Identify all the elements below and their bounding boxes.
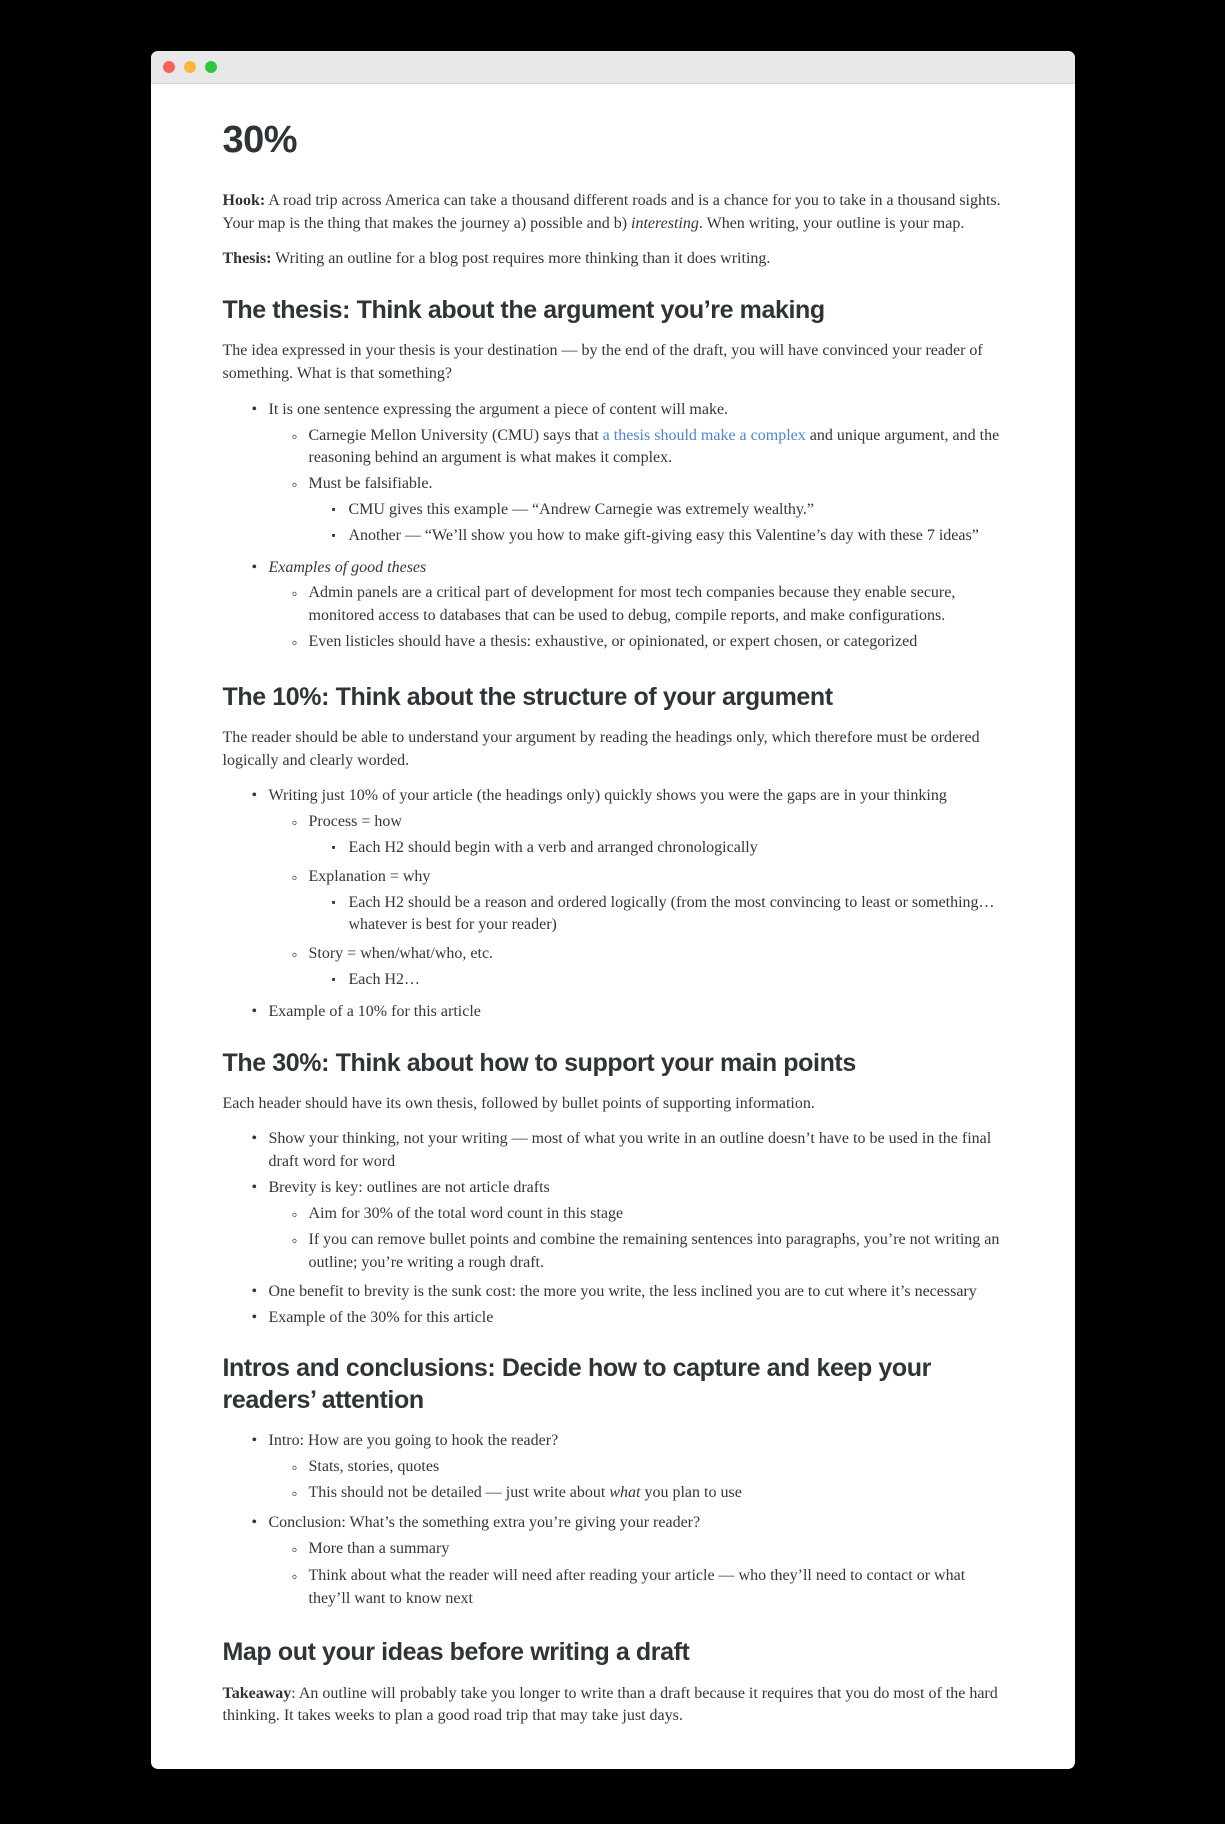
bullet-item — [292, 811, 1003, 863]
nested-bullet-list — [332, 969, 1003, 992]
bullet-text: Another — “We’ll show you how to make gift-giving easy this Valentine’s day with these 7 ideas” — [348, 526, 979, 544]
bullet-text: Process = how — [308, 813, 402, 831]
takeaway-paragraph — [223, 1683, 1003, 1728]
bullet-text: Stats, stories, quotes — [308, 1457, 440, 1475]
intros-bullet-list — [252, 1430, 1003, 1613]
thesis-label: Thesis: — [222, 250, 272, 268]
bullet-item — [332, 892, 1003, 937]
bullet-text: Carnegie Mellon University (CMU) says that — [308, 426, 603, 444]
section-intro-10-percent: The reader should be able to understand your argument by reading the headings only, which therefore must be ordered logically and clearly worded. — [222, 728, 980, 769]
bullet-text: and unique argument, and the reasoning behind an argument is what makes it complex. — [308, 426, 1000, 467]
takeaway-label: Takeaway — [222, 1684, 292, 1702]
bullet-disc-icon: • — [251, 558, 258, 576]
bullet-text: Admin panels are a critical part of development for most tech companies because they enable secure, monitored access to databases that can be used to debug, compile reports, and make configurations. — [308, 584, 956, 625]
hook-paragraph — [223, 190, 1003, 235]
bullet-disc-icon: • — [251, 1178, 258, 1196]
bullet-item — [292, 1229, 1003, 1274]
bullet-text: Conclusion: What’s the something extra you’re giving your reader? — [268, 1514, 701, 1532]
nested-bullet-list — [332, 499, 1003, 548]
thesis-text: Writing an outline for a blog post requires more thinking than it does writing. — [271, 250, 771, 268]
bullet-square-icon: ▪ — [331, 841, 336, 854]
bullet-text: you plan to use — [640, 1484, 742, 1502]
bullet-square-icon: ▪ — [331, 896, 336, 909]
bullet-circle-icon: ◦ — [291, 426, 298, 446]
bullet-item — [252, 785, 1003, 997]
section-heading-10-percent: The 10%: Think about the structure of your argument — [222, 682, 833, 711]
bullet-item — [252, 399, 1003, 554]
bullet-text: CMU gives this example — “Andrew Carnegie was extremely wealthy.” — [348, 500, 814, 518]
bullet-item — [332, 499, 1003, 522]
bullet-text: Think about what the reader will need after reading your article — who they’ll need to contact or what they’ll want to know next — [308, 1566, 966, 1607]
ten-percent-bullet-list — [252, 785, 1003, 1023]
bullet-item — [332, 969, 1003, 992]
bullet-item — [332, 525, 1003, 548]
window-titlebar — [151, 51, 1075, 84]
bullet-item — [252, 1512, 1003, 1613]
bullet-text: Must be falsifiable. — [308, 474, 433, 492]
bullet-disc-icon: • — [251, 1002, 258, 1020]
bullet-circle-icon: ◦ — [291, 1566, 298, 1586]
bullet-text: One benefit to brevity is the sunk cost: the more you write, the less inclined you are to cut where it’s necessary — [268, 1282, 977, 1300]
bullet-text: Story = when/what/who, etc. — [308, 945, 494, 963]
thesis-bullet-list — [252, 399, 1003, 658]
bullet-text: Example of the 30% for this article — [268, 1308, 494, 1326]
hook-italic: interesting — [631, 214, 699, 232]
bullet-item — [292, 473, 1003, 551]
bullet-disc-icon: • — [251, 1431, 258, 1449]
bullet-square-icon: ▪ — [331, 973, 336, 986]
bullet-circle-icon: ◦ — [291, 584, 298, 604]
zoom-button[interactable] — [205, 61, 217, 73]
nested-bullet-list — [332, 837, 1003, 860]
bullet-text: Writing just 10% of your article (the headings only) quickly shows you were the gaps are in your thinking — [268, 787, 947, 805]
bullet-item — [292, 943, 1003, 995]
bullet-item — [292, 866, 1003, 940]
bullet-circle-icon: ◦ — [291, 632, 298, 652]
bullet-text: If you can remove bullet points and combine the remaining sentences into paragraphs, you’re not writing an outline; you’re writing a rough draft. — [308, 1231, 1000, 1272]
bullet-item — [292, 425, 1003, 470]
section-heading-intros-conclusions: Intros and conclusions: Decide how to capture and keep your readers’ attention — [222, 1354, 931, 1414]
bullet-disc-icon: • — [251, 1308, 258, 1326]
bullet-item — [252, 1307, 1003, 1330]
bullet-item — [252, 1281, 1003, 1304]
close-button[interactable] — [163, 61, 175, 73]
thesis-complex-link[interactable]: a thesis should make a complex — [602, 426, 806, 444]
bullet-text: Each H2… — [348, 970, 421, 988]
bullet-circle-icon: ◦ — [291, 813, 298, 833]
bullet-text: Intro: How are you going to hook the reader? — [268, 1431, 559, 1449]
bullet-item — [292, 1482, 1003, 1506]
section-heading-thesis: The thesis: Think about the argument you’re making — [222, 296, 825, 325]
section-intro-thesis: The idea expressed in your thesis is your destination — by the end of the draft, you will have convinced your reader of something. What is that something? — [222, 342, 983, 383]
bullet-circle-icon: ◦ — [291, 1484, 298, 1504]
bullet-disc-icon: • — [251, 1514, 258, 1532]
nested-bullet-list — [292, 811, 1003, 995]
bullet-item — [292, 1203, 1003, 1227]
bullet-disc-icon: • — [251, 400, 258, 418]
bullet-item — [292, 582, 1003, 627]
bullet-circle-icon: ◦ — [291, 474, 298, 494]
takeaway-text: : An outline will probably take you longer to write than a draft because it requires that you do most of the hard thinking. It takes weeks to plan a good road trip that may take just days. — [222, 1684, 998, 1725]
bullet-text: Explanation = why — [308, 867, 431, 885]
bullet-text: It is one sentence expressing the argument a piece of content will make. — [268, 400, 729, 418]
bullet-text: Aim for 30% of the total word count in this stage — [308, 1204, 624, 1222]
section-intro-30-percent: Each header should have its own thesis, followed by bullet points of supporting information. — [222, 1094, 815, 1112]
bullet-item — [252, 1128, 1003, 1173]
document-content — [151, 84, 1075, 1769]
bullet-text: More than a summary — [308, 1539, 450, 1557]
bullet-text: Even listicles should have a thesis: exhaustive, or opinionated, or expert chosen, or categorized — [308, 632, 918, 650]
bullet-square-icon: ▪ — [331, 503, 336, 516]
bullet-text: Each H2 should be a reason and ordered logically (from the most convincing to least or something…whatever is best for your reader) — [348, 893, 995, 934]
section-heading-30-percent: The 30%: Think about how to support your main points — [222, 1048, 856, 1077]
bullet-item — [252, 1177, 1003, 1278]
bullet-circle-icon: ◦ — [291, 1204, 298, 1224]
bullet-disc-icon: • — [251, 787, 258, 805]
page-title: 30% — [222, 119, 298, 161]
bullet-text: Show your thinking, not your writing — most of what you write in an outline doesn’t have to be used in the final draft word for word — [268, 1130, 992, 1171]
nested-bullet-list — [332, 892, 1003, 937]
bullet-text: Examples of good theses — [268, 558, 427, 576]
minimize-button[interactable] — [184, 61, 196, 73]
thirty-percent-bullet-list — [252, 1128, 1003, 1329]
bullet-item — [292, 1538, 1003, 1562]
bullet-disc-icon: • — [251, 1282, 258, 1300]
bullet-item — [332, 837, 1003, 860]
nested-bullet-list — [292, 425, 1003, 551]
hook-text-end: . When writing, your outline is your map. — [698, 214, 965, 232]
bullet-circle-icon: ◦ — [291, 1457, 298, 1477]
bullet-circle-icon: ◦ — [291, 945, 298, 965]
hook-label: Hook: — [222, 191, 266, 209]
bullet-disc-icon: • — [251, 1130, 258, 1148]
hook-text: A road trip across America can take a thousand different roads and is a chance for you to take in a thousand sights. Your map is the thing that makes the journey a) possible and b) — [222, 191, 1001, 232]
bullet-item — [252, 557, 1003, 658]
bullet-square-icon: ▪ — [331, 529, 336, 542]
bullet-text: Example of a 10% for this article — [268, 1002, 481, 1020]
bullet-circle-icon: ◦ — [291, 867, 298, 887]
bullet-circle-icon: ◦ — [291, 1539, 298, 1559]
bullet-circle-icon: ◦ — [291, 1231, 298, 1251]
bullet-item — [252, 1430, 1003, 1509]
bullet-text: This should not be detailed — just write about — [308, 1484, 610, 1502]
nested-bullet-list — [292, 1203, 1003, 1275]
thesis-paragraph — [223, 248, 1003, 271]
section-heading-map-out: Map out your ideas before writing a draft — [222, 1638, 690, 1667]
bullet-text: Each H2 should begin with a verb and arranged chronologically — [348, 838, 758, 856]
nested-bullet-list — [292, 1456, 1003, 1507]
bullet-item — [292, 1456, 1003, 1480]
bullet-italic: what — [609, 1484, 641, 1502]
bullet-item — [252, 1001, 1003, 1024]
bullet-item — [292, 631, 1003, 655]
bullet-text: Brevity is key: outlines are not article drafts — [268, 1178, 550, 1196]
document-window — [151, 51, 1075, 1769]
bullet-item — [292, 1565, 1003, 1610]
nested-bullet-list — [292, 582, 1003, 654]
nested-bullet-list — [292, 1538, 1003, 1610]
